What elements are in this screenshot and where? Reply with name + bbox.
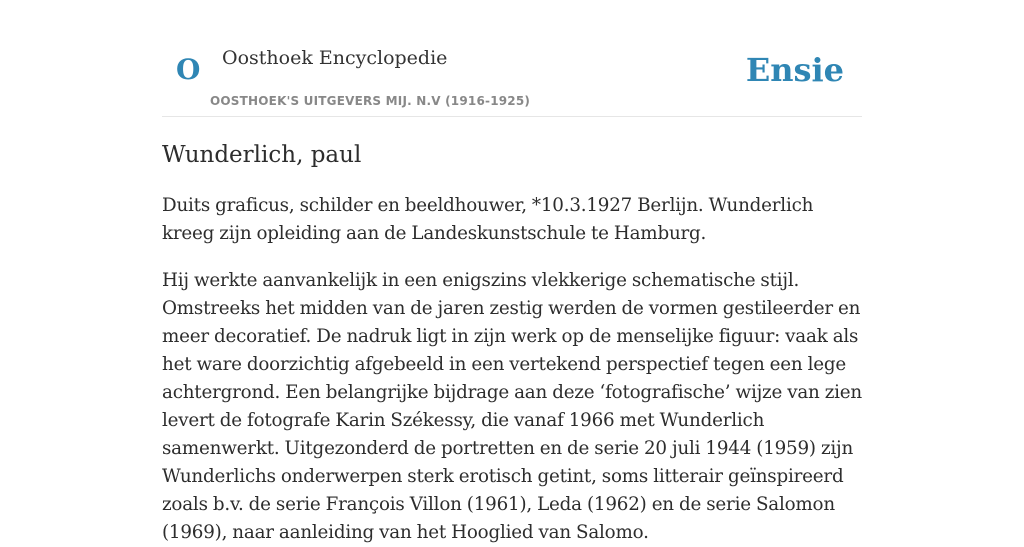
entry-paragraph: Hij werkte aanvankelijk in een enigszins vlekkerige schematische stijl. Omstreeks het midden van de jaren zestig werden de vormen gestileerder en meer decoratief. De nadruk ligt in zijn werk op de menselijke figuur: vaak als het ware doorzichtig afgebeeld in een vertekend perspectief tegen een lege achtergrond. Een belangrijke bijdrage aan deze ‘fotografische’ wijze van zien levert de fotografe Karin Székessy, die vanaf 1966 met Wunderlich samenwerkt. Uitgezonderd de portretten en de serie 20 juli 1944 (1959) zijn Wunderlichs onderwerpen sterk erotisch getint, soms litterair geïnspireerd zoals b.v. de serie François Villon (1961), Leda (1962) en de serie Salomon (1969), naar aanleiding van het Hooglied van Salomo.	[162, 270, 863, 543]
source-title[interactable]: Oosthoek Encyclopedie	[222, 47, 448, 69]
source-logo-icon[interactable]: O	[176, 53, 201, 86]
entry-title: Wunderlich, paul	[162, 142, 362, 168]
source-publisher: OOSTHOEK'S UITGEVERS MIJ. N.V (1916-1925)	[210, 94, 531, 108]
entry-card	[162, 0, 863, 543]
source-header	[162, 0, 862, 117]
entry-paragraph: Duits graficus, schilder en beeldhouwer, *10.3.1927 Berlijn. Wunderlich kreeg zijn opleiding aan de Landeskunstschule te Hamburg.	[162, 195, 814, 244]
ensie-logo[interactable]: Ensie	[745, 51, 844, 89]
